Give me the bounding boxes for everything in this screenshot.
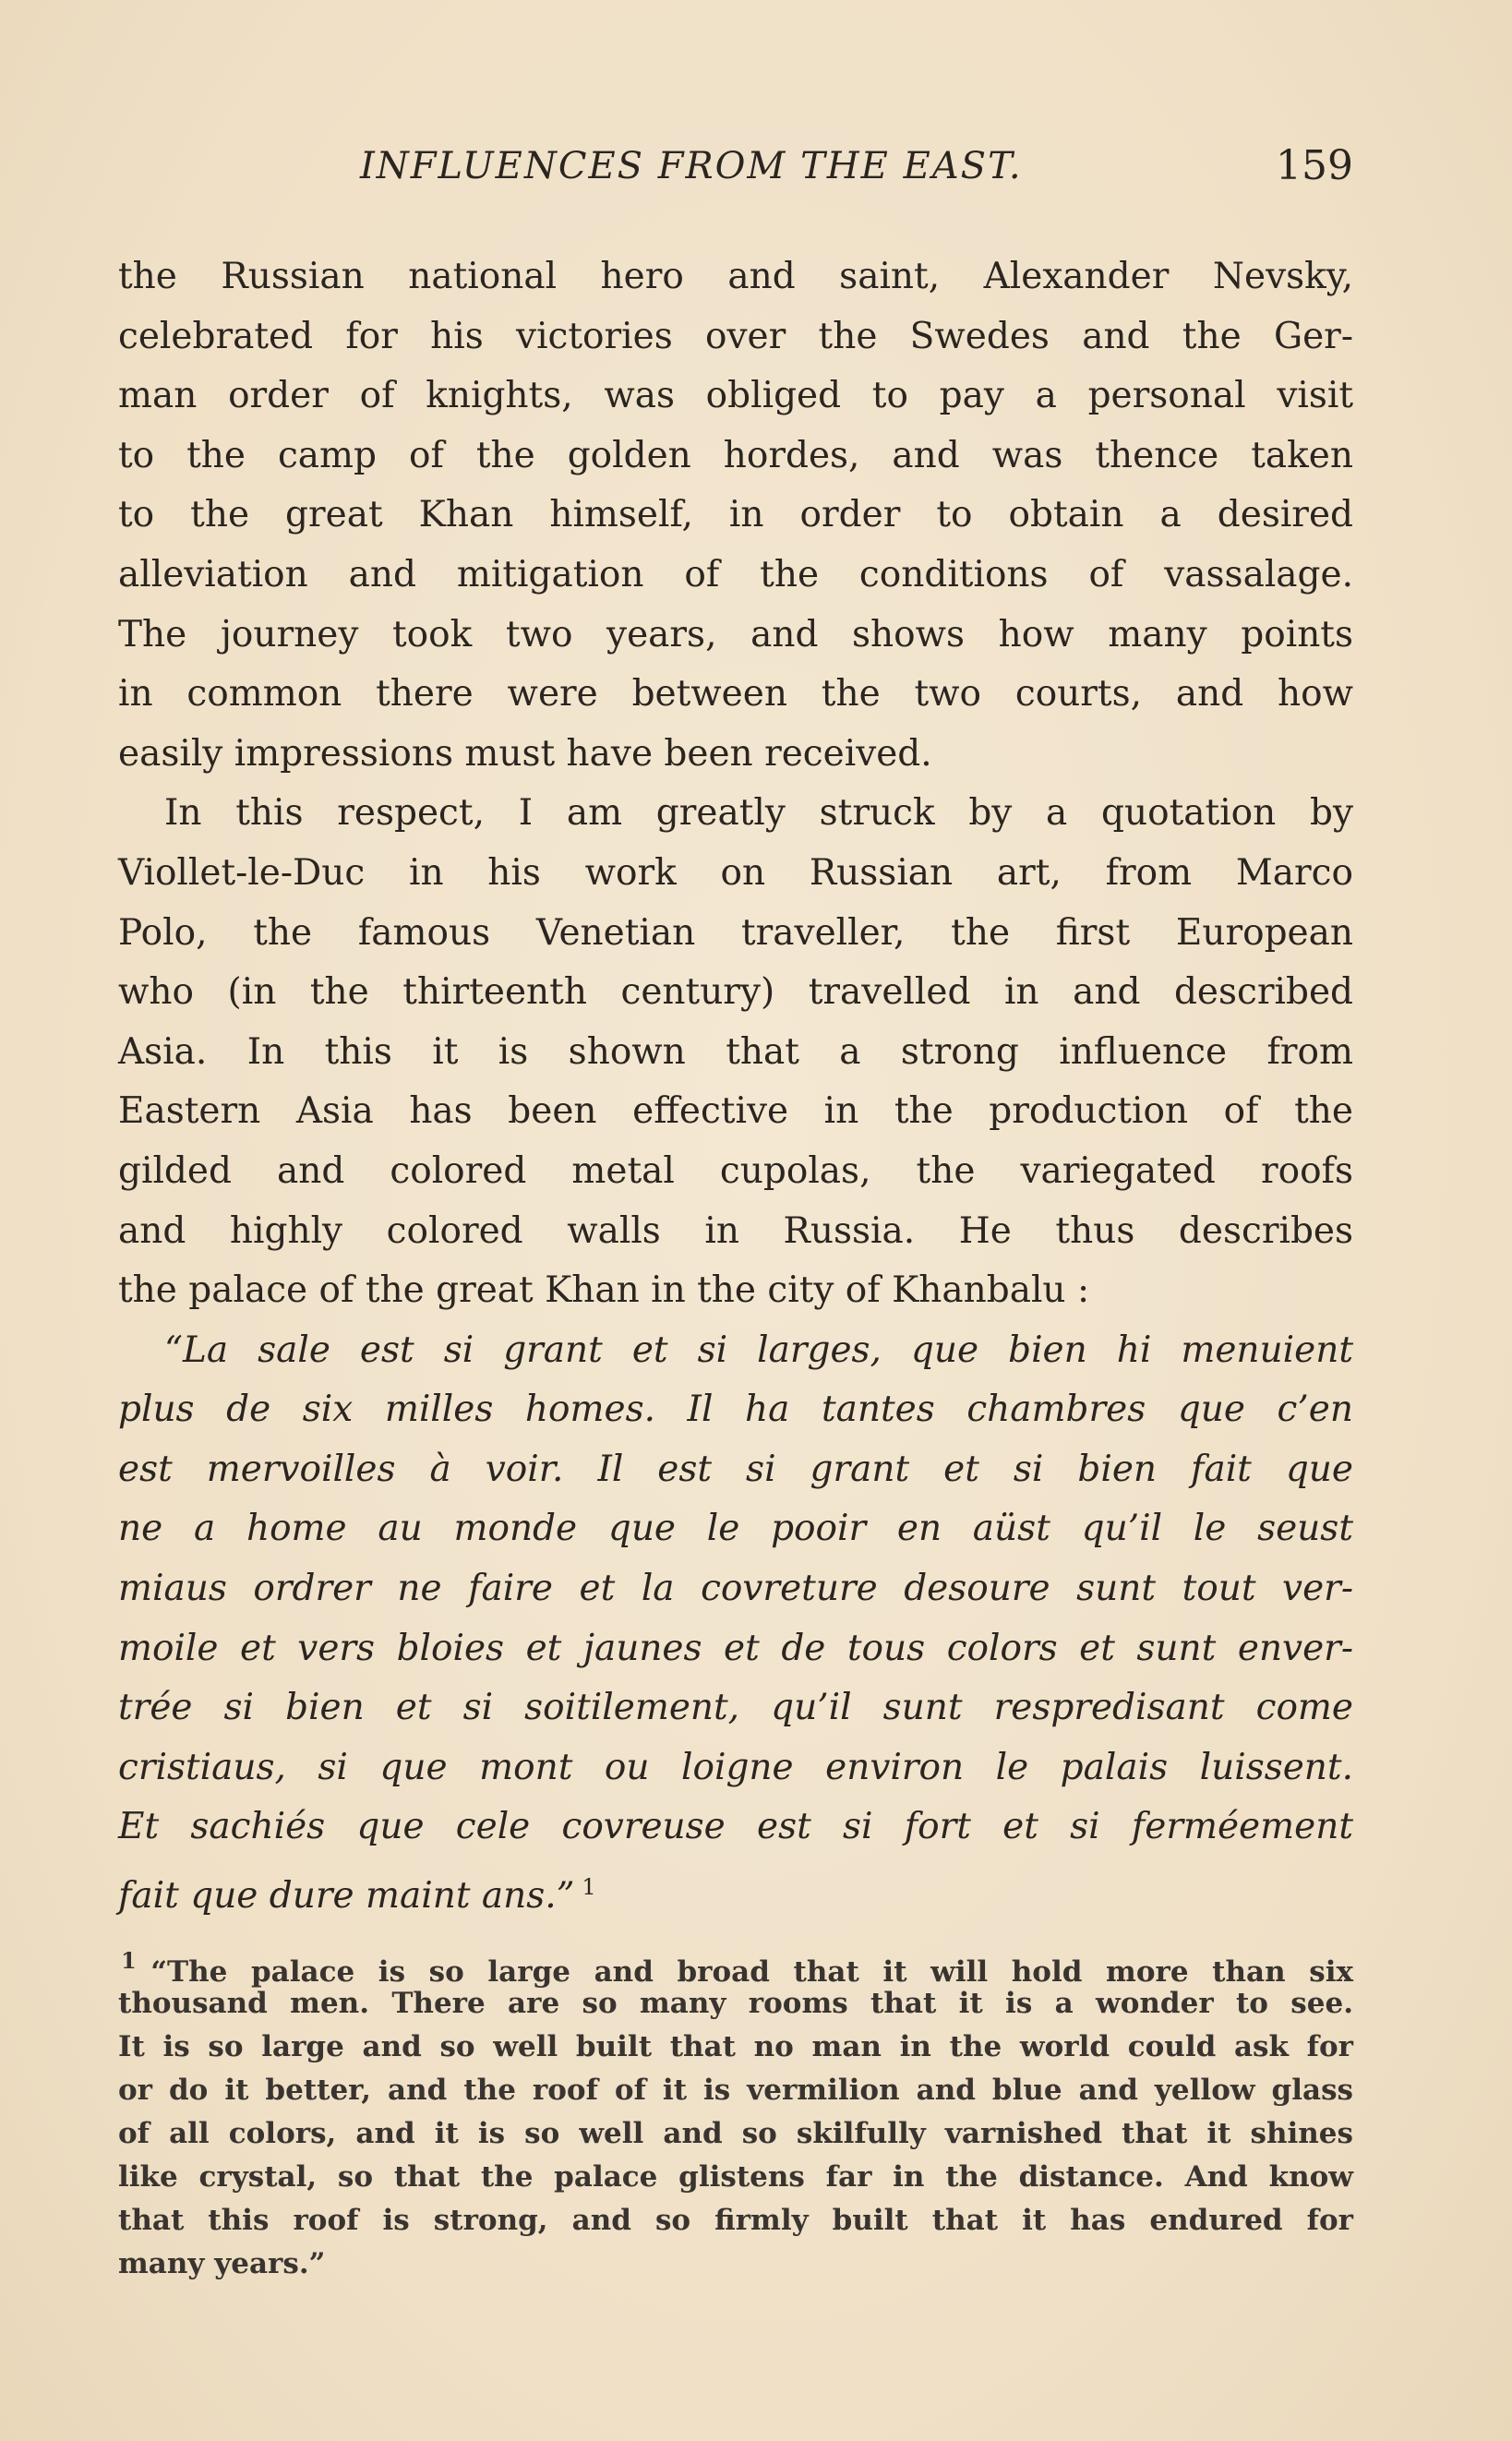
paragraph-2 (118, 784, 1353, 1320)
quote-line: plus de six milles homes. Il ha tantes chambres que c’en (118, 1389, 1353, 1431)
paragraph-1 (118, 247, 1353, 784)
quote-line: fait que dure maint ans.” (118, 1875, 575, 1918)
footnote-line: It is so large and so well built that no man in the world could ask for (118, 2030, 1353, 2063)
text-line: to the great Khan himself, in order to obtain a desired (118, 494, 1353, 536)
page-number: 159 (1276, 142, 1353, 189)
footnote-line (118, 1939, 1353, 1989)
text-line: and highly colored walls in Russia. He thus describes (118, 1209, 1353, 1252)
text-line: the palace of the great Khan in the city of Khanbalu : (118, 1269, 1090, 1312)
text-line: in common there were between the two courts, and how (118, 673, 1353, 715)
text-line: easily impressions must have been received. (118, 732, 932, 775)
text-line: Polo, the famous Venetian traveller, the first European (118, 911, 1353, 954)
footnote-line: thousand men. There are so many rooms that it is a wonder to see. (118, 1987, 1353, 2020)
text-line: to the camp of the golden hordes, and was thence taken (118, 434, 1353, 476)
text-line: alleviation and mitigation of the conditions of vassalage. (118, 553, 1353, 595)
quote-line: moile et vers bloies et jaunes et de tous colors et sunt enver- (118, 1627, 1353, 1669)
footnote-marker: 1 (121, 1947, 137, 1974)
text-line: Eastern Asia has been effective in the production of the (118, 1090, 1353, 1133)
footnote-line: or do it better, and the roof of it is vermilion and blue and yellow glass (118, 2074, 1353, 2107)
body-text (118, 247, 1353, 1918)
quote-last-line (118, 1858, 1353, 1918)
quote-line: miaus ordrer ne faire et la covreture desoure sunt tout ver- (118, 1568, 1353, 1610)
text-line: In this respect, I am greatly struck by a quotation by (164, 792, 1353, 835)
text-line: The journey took two years, and shows how many points (118, 613, 1353, 655)
quote-line: ne a home au monde que le pooir en aüst qu’il le seust (118, 1508, 1353, 1550)
footnote-line: of all colors, and it is so well and so skilfully varnished that it shines (118, 2117, 1353, 2150)
text-line: man order of knights, was obliged to pay a personal visit (118, 375, 1353, 417)
text-line: Viollet-le-Duc in his work on Russian art, from Marco (118, 851, 1353, 894)
french-quotation (118, 1321, 1353, 1918)
quote-line: Et sachiés que cele covreuse est si fort et si ferméement (118, 1806, 1353, 1848)
footnote-line: many years.” (118, 2247, 326, 2280)
footnote-line: that this roof is strong, and so firmly built that it has endured for (118, 2204, 1353, 2237)
text-line: who (in the thirteenth century) travelled in and described (118, 971, 1353, 1014)
text-line: celebrated for his victories over the Swedes and the Ger- (118, 315, 1353, 357)
quote-line: trée si bien et si soitilement, qu’il sunt respredisant come (118, 1687, 1353, 1729)
quote-line: cristiaus, si que mont ou loigne environ le palais luissent. (118, 1746, 1353, 1788)
quote-line: est mervoilles à voir. Il est si grant et si bien fait que (118, 1448, 1353, 1490)
text-line: the Russian national hero and saint, Alexander Nevsky, (118, 256, 1353, 297)
footnote (118, 1939, 1353, 2286)
footnote-text: “The palace is so large and broad that it will hold more than six (150, 1955, 1353, 1989)
page-header (118, 138, 1353, 203)
text-line: gilded and colored metal cupolas, the variegated roofs (118, 1149, 1353, 1192)
footnote-reference: 1 (582, 1874, 596, 1901)
text-line: Asia. In this it is shown that a strong influence from (118, 1030, 1353, 1073)
running-title: INFLUENCES FROM THE EAST. (360, 145, 1023, 187)
quote-line: “La sale est si grant et si larges, que bien hi menuient (164, 1329, 1353, 1371)
footnote-line: like crystal, so that the palace glistens far in the distance. And know (118, 2160, 1353, 2194)
